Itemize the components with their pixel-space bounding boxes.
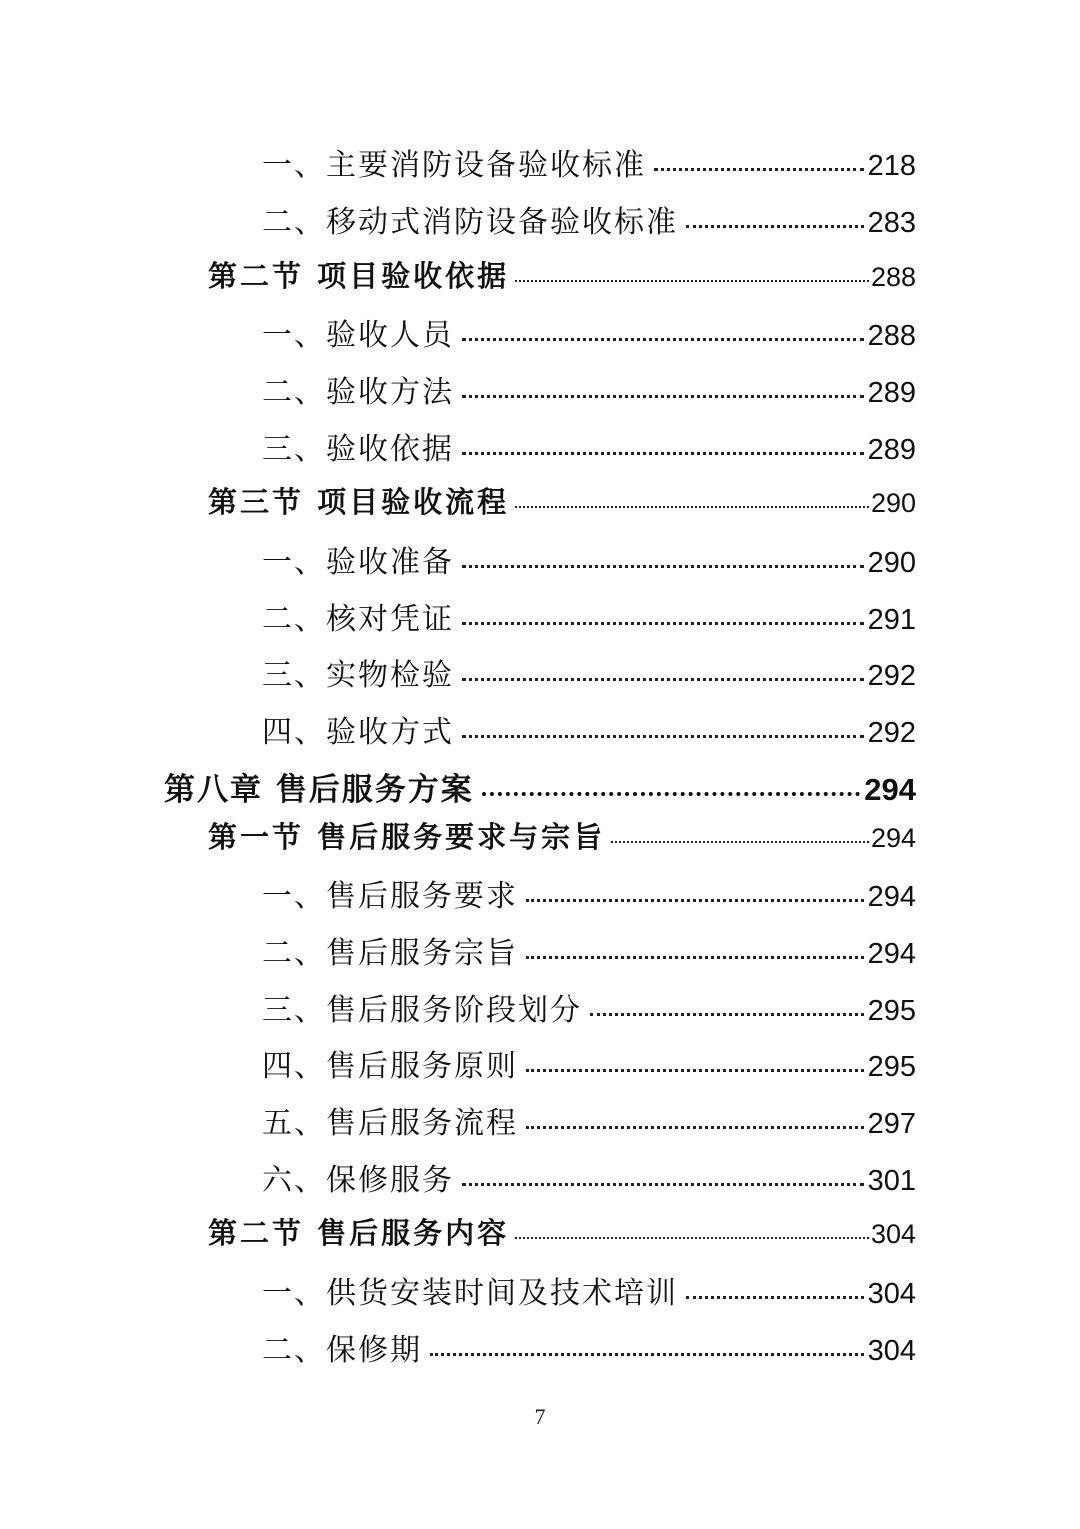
dot-leader bbox=[482, 792, 860, 796]
dot-leader bbox=[686, 1296, 864, 1299]
toc-entry-page: 289 bbox=[867, 434, 916, 466]
toc-entry[interactable] bbox=[262, 197, 916, 241]
dot-leader bbox=[462, 395, 864, 398]
toc-section-title: 第三节 项目验收流程 bbox=[208, 485, 510, 519]
toc-chapter-title: 第八章 售后服务方案 bbox=[164, 772, 474, 808]
dot-leader bbox=[686, 225, 864, 228]
toc-entry[interactable] bbox=[262, 871, 916, 915]
toc-entry-page: 295 bbox=[867, 995, 916, 1027]
toc-entry[interactable] bbox=[262, 140, 916, 184]
dot-leader bbox=[526, 899, 864, 902]
toc-entry-title: 一、主要消防设备验收标准 bbox=[262, 148, 646, 183]
dot-leader bbox=[526, 1069, 864, 1072]
toc-section-entry[interactable] bbox=[208, 815, 916, 856]
dot-leader bbox=[654, 168, 864, 171]
toc-entry-title: 一、验收人员 bbox=[262, 318, 454, 353]
toc-entry-title: 一、售后服务要求 bbox=[262, 879, 518, 914]
toc-entry-title: 四、验收方式 bbox=[262, 715, 454, 750]
toc-entry-page: 288 bbox=[867, 320, 916, 352]
toc-entry-title: 二、移动式消防设备验收标准 bbox=[262, 205, 678, 240]
toc-section-title: 第二节 项目验收依据 bbox=[208, 259, 510, 293]
toc-entry-page: 292 bbox=[867, 660, 916, 692]
toc-entry-title: 二、保修期 bbox=[262, 1333, 422, 1368]
toc-entry[interactable] bbox=[262, 1325, 916, 1369]
toc-entry[interactable] bbox=[262, 650, 916, 694]
dot-leader bbox=[462, 735, 864, 738]
toc-entry-title: 一、验收准备 bbox=[262, 545, 454, 580]
dot-leader bbox=[526, 956, 864, 959]
toc-entry-page: 292 bbox=[867, 717, 916, 749]
toc-entry[interactable] bbox=[262, 367, 916, 411]
toc-entry[interactable] bbox=[262, 1041, 916, 1085]
toc-section-entry[interactable] bbox=[208, 480, 916, 521]
toc-entry-title: 二、售后服务宗旨 bbox=[262, 936, 518, 971]
toc-entry-title: 四、售后服务原则 bbox=[262, 1049, 518, 1084]
toc-entry-page: 297 bbox=[867, 1108, 916, 1140]
toc-entry-page: 291 bbox=[867, 604, 916, 636]
toc-entry-title: 五、售后服务流程 bbox=[262, 1106, 518, 1141]
toc-entry-page: 304 bbox=[870, 1219, 916, 1249]
toc-entry-page: 289 bbox=[867, 377, 916, 409]
dot-leader bbox=[526, 1126, 864, 1129]
toc-chapter-entry[interactable] bbox=[164, 764, 916, 809]
dot-leader bbox=[462, 452, 864, 455]
toc-entry-page: 218 bbox=[867, 150, 916, 182]
toc-entry-page: 290 bbox=[870, 488, 916, 518]
toc-entry-page: 304 bbox=[867, 1335, 916, 1367]
toc-entry[interactable] bbox=[262, 985, 916, 1029]
toc-entry-page: 294 bbox=[867, 938, 916, 970]
dot-leader bbox=[515, 280, 869, 282]
dot-leader bbox=[430, 1353, 864, 1356]
page-number: 7 bbox=[534, 1404, 546, 1429]
toc-entry-title: 六、保修服务 bbox=[262, 1163, 454, 1198]
dot-leader bbox=[462, 338, 864, 341]
dot-leader bbox=[462, 565, 864, 568]
dot-leader bbox=[590, 1013, 864, 1016]
toc-entry-title: 二、验收方法 bbox=[262, 375, 454, 410]
toc-entry[interactable] bbox=[262, 424, 916, 468]
toc-entry-title: 三、售后服务阶段划分 bbox=[262, 993, 582, 1028]
dot-leader bbox=[462, 678, 864, 681]
toc-entry-page: 290 bbox=[867, 547, 916, 579]
dot-leader bbox=[515, 506, 869, 508]
toc-entry[interactable] bbox=[262, 1098, 916, 1142]
toc-section-entry[interactable] bbox=[208, 254, 916, 295]
toc-entry[interactable] bbox=[262, 707, 916, 751]
toc-entry-title: 二、核对凭证 bbox=[262, 602, 454, 637]
toc-entry-title: 一、供货安装时间及技术培训 bbox=[262, 1276, 678, 1311]
toc-entry[interactable] bbox=[262, 310, 916, 354]
toc-entry[interactable] bbox=[262, 1155, 916, 1199]
toc-entry[interactable] bbox=[262, 928, 916, 972]
dot-leader bbox=[515, 1237, 869, 1239]
dot-leader bbox=[611, 841, 869, 843]
dot-leader bbox=[462, 622, 864, 625]
toc-entry-page: 304 bbox=[867, 1278, 916, 1310]
toc-entry-page: 288 bbox=[870, 262, 916, 292]
toc-section-title: 第二节 售后服务内容 bbox=[208, 1216, 510, 1250]
toc-entry-page: 294 bbox=[864, 772, 916, 807]
toc-entry[interactable] bbox=[262, 537, 916, 581]
toc-entry-title: 三、验收依据 bbox=[262, 432, 454, 467]
toc-entry-page: 283 bbox=[867, 207, 916, 239]
toc-entry[interactable] bbox=[262, 594, 916, 638]
toc-entry-page: 294 bbox=[870, 823, 916, 853]
toc-entry-page: 295 bbox=[867, 1051, 916, 1083]
toc-entry[interactable] bbox=[262, 1268, 916, 1312]
toc-section-title: 第一节 售后服务要求与宗旨 bbox=[208, 820, 606, 854]
dot-leader bbox=[462, 1183, 864, 1186]
toc-section-entry[interactable] bbox=[208, 1211, 916, 1252]
toc-entry-title: 三、实物检验 bbox=[262, 658, 454, 693]
toc-entry-page: 294 bbox=[867, 881, 916, 913]
toc-entry-page: 301 bbox=[867, 1165, 916, 1197]
